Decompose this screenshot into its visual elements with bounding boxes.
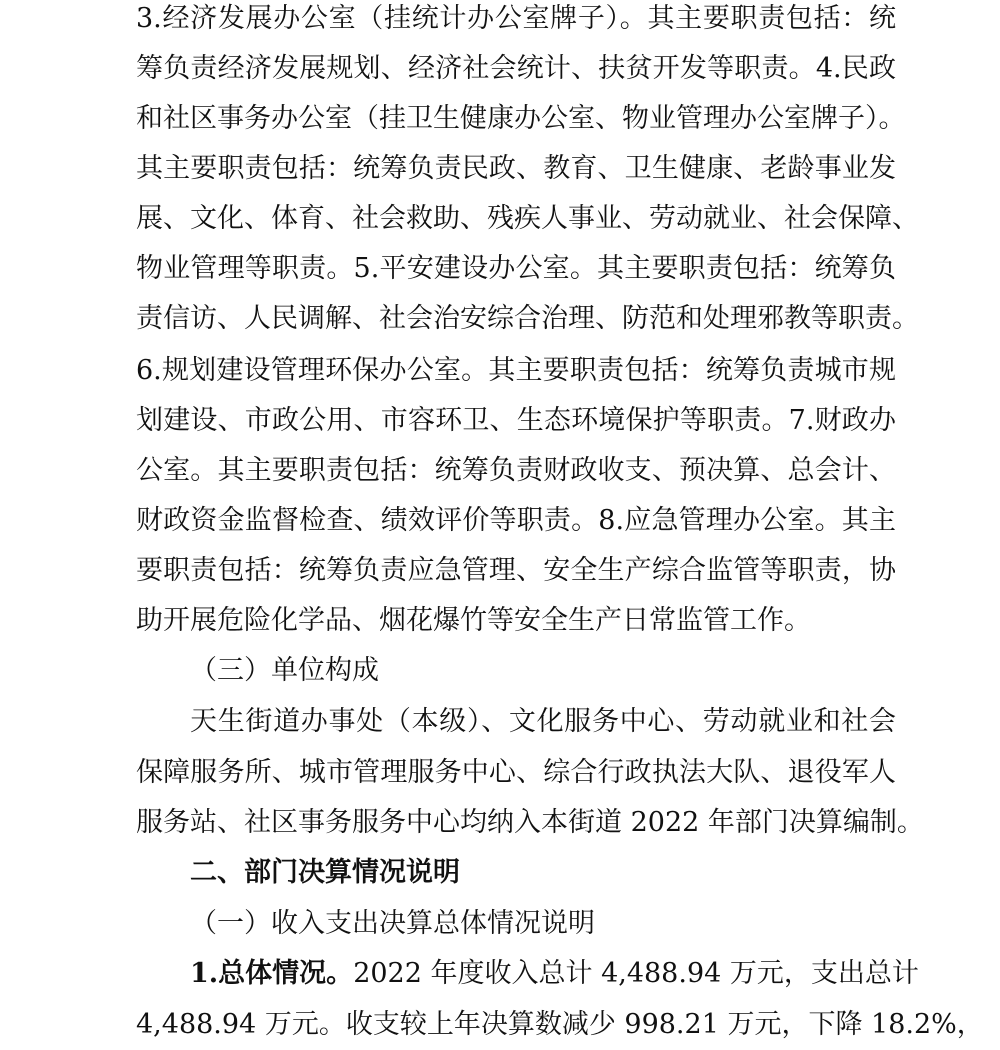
- paragraph-line-11: 财政资金监督检查、绩效评价等职责。8.应急管理办公室。其主: [136, 505, 896, 536]
- paragraph-line-2: 筹负责经济发展规划、经济社会统计、扶贫开发等职责。4.民政: [136, 53, 896, 84]
- paragraph-line-1: 3.经济发展办公室（挂统计办公室牌子）。其主要职责包括：统: [136, 3, 896, 34]
- unit-paragraph-line-1: 天生街道办事处（本级）、文化服务中心、劳动就业和社会: [190, 706, 896, 737]
- paragraph-line-6: 物业管理等职责。5.平安建设办公室。其主要职责包括：统筹负: [136, 253, 896, 284]
- paragraph-line-5: 展、文化、体育、社会救助、残疾人事业、劳动就业、社会保障、: [136, 203, 919, 234]
- overall-paragraph-line-1: [0, 949, 919, 999]
- paragraph-line-12: 要职责包括：统筹负责应急管理、安全生产综合监管等职责，协: [136, 555, 896, 586]
- paragraph-line-4: 其主要职责包括：统筹负责民政、教育、卫生健康、老龄事业发: [136, 153, 896, 184]
- subheading-income-expenditure: （一）收入支出决算总体情况说明: [190, 908, 595, 939]
- paragraph-line-3: 和社区事务办公室（挂卫生健康办公室、物业管理办公室牌子）。: [136, 103, 906, 134]
- overall-label: 1.总体情况。: [190, 958, 354, 989]
- unit-paragraph-line-2: 保障服务所、城市管理服务中心、综合行政执法大队、退役军人: [136, 757, 896, 788]
- unit-paragraph-line-3: 服务站、社区事务服务中心均纳入本街道 2022 年部门决算编制。: [136, 807, 924, 838]
- paragraph-line-9: 划建设、市政公用、市容环卫、生态环境保护等职责。7.财政办: [136, 405, 896, 436]
- paragraph-line-8: 6.规划建设管理环保办公室。其主要职责包括：统筹负责城市规: [136, 355, 896, 386]
- paragraph-line-7: 责信访、人民调解、社会治安综合治理、防范和处理邪教等职责。: [136, 303, 919, 334]
- paragraph-line-13: 助开展危险化学品、烟花爆竹等安全生产日常监管工作。: [136, 605, 811, 636]
- overall-paragraph-line-2: 4,488.94 万元。收支较上年决算数减少 998.21 万元，下降 18.2%，: [136, 1009, 984, 1040]
- part-heading-final-accounts: 二、部门决算情况说明: [190, 857, 460, 888]
- paragraph-line-10: 公室。其主要职责包括：统筹负责财政收支、预决算、总会计、: [136, 455, 896, 486]
- section-heading-unit-composition: （三）单位构成: [190, 655, 379, 686]
- overall-text: 2022 年度收入总计 4,488.94 万元，支出总计: [353, 958, 919, 989]
